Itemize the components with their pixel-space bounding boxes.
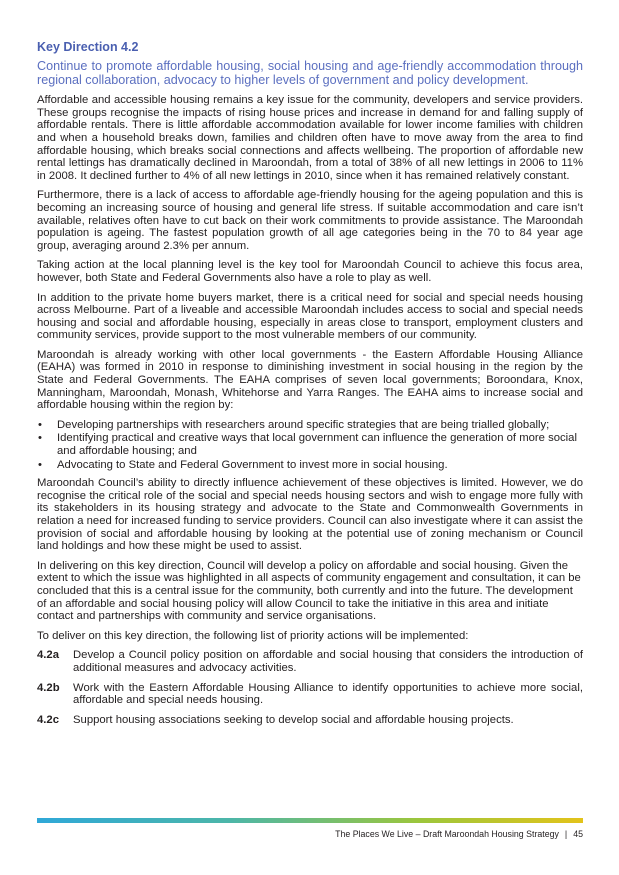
paragraph: Affordable and accessible housing remains a key issue for the community, developers and service providers. These groups recognise the impacts of rising house prices and increase in demand for and falling supply of affordable rentals. There is little affordable accommodation available for lower income families with children and when a household breaks down, families and children often have to move away from the area to find affordable housing, which breaks social connections and affects wellbeing. The proportion of affordable new rental lettings has dramatically declined in Maroondah, from a total of 38% of all new lettings in 2006 to 11% in 2008. It declined further to 4% of all new lettings in 2010, since when it has remained relatively constant. bbox=[37, 94, 583, 182]
action-code: 4.2b bbox=[37, 681, 60, 694]
bullet-icon: • bbox=[38, 418, 42, 431]
action-item bbox=[37, 649, 583, 674]
paragraph: To deliver on this key direction, the following list of priority actions will be implemented: bbox=[37, 629, 469, 642]
paragraph: Maroondah Council’s ability to directly influence achievement of these objectives is limited. However, we do recognise the critical role of the social and special needs housing sectors and wish to engage more fully with its stakeholders in its housing strategy and advocate to the State and Commonwealth Governments in relation a need for increased funding to service providers. Council can also investigate where it can assist the provision of social and affordable housing by looking at the potential use of zoning mechanism or Council land holdings and how these might be used to assist. bbox=[37, 477, 583, 553]
key-direction-heading: Key Direction 4.2 bbox=[37, 40, 139, 54]
key-direction-subheading: Continue to promote affordable housing, social housing and age-friendly accommodation through regional collaboration, advocacy to higher levels of government and policy development. bbox=[37, 59, 583, 87]
action-text: Work with the Eastern Affordable Housing Alliance to identify opportunities to achieve more social, affordable and special needs housing. bbox=[73, 681, 583, 707]
eaha-aims-list bbox=[37, 419, 583, 471]
action-code: 4.2c bbox=[37, 713, 59, 726]
paragraph: Maroondah is already working with other local governments - the Eastern Affordable Housing Alliance (EAHA) was formed in 2010 in response to diminishing investment in social housing in the region by the State and Federal Governments. The EAHA comprises of seven local governments; Boroondara, Knox, Manningham, Maroondah, Monash, Whitehorse and Yarra Ranges. The EAHA aims to increase social and affordable housing within the region by: bbox=[37, 348, 583, 412]
action-code: 4.2a bbox=[37, 649, 59, 662]
bullet-icon: • bbox=[38, 458, 42, 471]
action-text: Support housing associations seeking to develop social and affordable housing projects. bbox=[73, 713, 514, 726]
action-item bbox=[37, 682, 583, 707]
list-item bbox=[37, 432, 583, 457]
action-text: Develop a Council policy position on affordable and social housing that considers the introduction of additional measures and advocacy activities. bbox=[73, 649, 583, 674]
paragraph: Taking action at the local planning level is the key tool for Maroondah Council to achieve this focus area, however, both State and Federal Governments also have a role to play as well. bbox=[37, 259, 583, 284]
page-content bbox=[37, 40, 583, 733]
page-number: 45 bbox=[573, 829, 583, 839]
footer-separator: | bbox=[564, 829, 568, 839]
paragraph: In delivering on this key direction, Council will develop a policy on affordable and social housing. Given the extent to which the issue was highlighted in all aspects of community engagement and consultation, it can be concluded that this is a central issue for the community, both currently and into the future. The development of an affordable and social housing policy will allow Council to take the initiative in this area and initiate contact and partnerships with community and service organisations. bbox=[37, 559, 581, 623]
footer-gradient-bar bbox=[37, 818, 583, 823]
page-footer bbox=[335, 829, 583, 839]
list-item-text: Developing partnerships with researchers around specific strategies that are being trialled globally; bbox=[57, 418, 550, 431]
list-item-text: Identifying practical and creative ways that local government can influence the generation of more social and affordable housing; and bbox=[57, 432, 577, 458]
action-item bbox=[37, 714, 583, 727]
bullet-icon: • bbox=[38, 432, 42, 445]
paragraph: In addition to the private home buyers market, there is a critical need for social and special needs housing across Melbourne. Part of a liveable and accessible Maroondah includes access to social and special needs housing and social and affordable housing, especially in areas close to transport, employment clusters and community services, provide support to the most vulnerable members of our community. bbox=[37, 291, 583, 342]
list-item bbox=[37, 459, 583, 472]
list-item-text: Advocating to State and Federal Government to invest more in social housing. bbox=[57, 458, 448, 471]
footer-title: The Places We Live – Draft Maroondah Housing Strategy bbox=[335, 829, 559, 839]
priority-actions bbox=[37, 649, 583, 726]
paragraph: Furthermore, there is a lack of access to affordable age-friendly housing for the ageing population and this is becoming an increasing source of housing and general life stress. If suitable accommodation and care isn’t available, relatives often have to cut back on their work commitments to provide assistance. The Maroondah population is ageing. The fastest population growth of all age categories being in the 70 to 84 year age group, averaging around 2.3% per annum. bbox=[37, 189, 583, 252]
list-item bbox=[37, 419, 583, 432]
